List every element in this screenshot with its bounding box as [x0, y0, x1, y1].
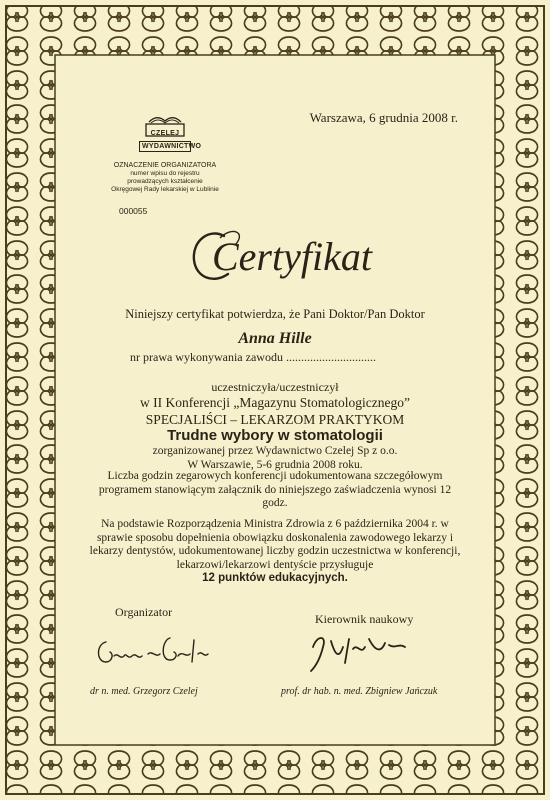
confirmation-line: Niniejszy certyfikat potwierdza, że Pani Doktor/Pan Doktor	[125, 307, 425, 321]
legal-paragraph	[85, 518, 465, 586]
organizer-label: Organizator	[115, 605, 173, 619]
license-line: nr prawa wykonywania zawodu ..............................	[130, 350, 376, 364]
legal-text: Na podstawie Rozporządzenia Ministra Zdrowia z 6 października 2004 r. w sprawie sposobu dopełnienia obowiązku doskonalenia zawodowego lekarzy i lekarzy dentystów, udokumentowanej liczby godzin uczestnictwa w konferencji, lekarzowi/lekarzowi dentyście przysługuje	[89, 518, 461, 571]
certificate-title: Certyfikat	[212, 234, 372, 279]
caption-line: prowadzących kształcenie	[127, 178, 203, 185]
organizer-line: zorganizowanej przez Wydawnictwo Czelej Sp z o.o.	[152, 445, 398, 457]
logo-wordmark: CZELEJ	[150, 130, 180, 137]
scientific-head-name: prof. dr hab. n. med. Zbigniew Jańczuk	[281, 686, 438, 697]
publisher-logo	[139, 112, 202, 152]
organizer-signature	[92, 630, 222, 675]
education-points: 12 punktów edukacyjnych.	[202, 572, 348, 585]
recipient-name: Anna Hille	[238, 330, 312, 347]
caption-title: OZNACZENIE ORGANIZATORA	[113, 162, 217, 169]
registry-number: 000055	[119, 206, 148, 216]
logo-subtext: WYDAWNICTWO	[139, 141, 191, 152]
conference-subtitle: SPECJALIŚCI – LEKARZOM PRAKTYKOM	[145, 412, 405, 427]
caption-line: numer wpisu do rejestru	[130, 170, 200, 177]
title-flourish	[180, 218, 390, 294]
organizer-name: dr n. med. Grzegorz Czelej	[90, 686, 198, 697]
place-dates-line: W Warszawie, 5-6 grudnia 2008 roku.	[187, 459, 363, 471]
conference-line: w II Konferencji „Magazynu Stomatologicznego”	[140, 395, 410, 410]
hours-paragraph: Liczba godzin zegarowych konferencji udokumentowana szczegółowym programem stanowiącym załącznik do niniejszego zaświadczenia wynosi 12 godz.	[98, 470, 452, 510]
conference-topic: Trudne wybory w stomatologii	[167, 427, 383, 444]
participation-line: uczestniczyła/uczestniczył	[211, 380, 339, 394]
publisher-block	[100, 112, 230, 194]
head-signature	[305, 625, 415, 675]
title-block	[180, 218, 390, 294]
organizer-caption	[100, 162, 230, 194]
caption-line: Okręgowej Rady lekarskiej w Lublinie	[111, 186, 219, 193]
date-line: Warszawa, 6 grudnia 2008 r.	[309, 110, 458, 125]
scientific-head-label: Kierownik naukowy	[315, 612, 414, 626]
